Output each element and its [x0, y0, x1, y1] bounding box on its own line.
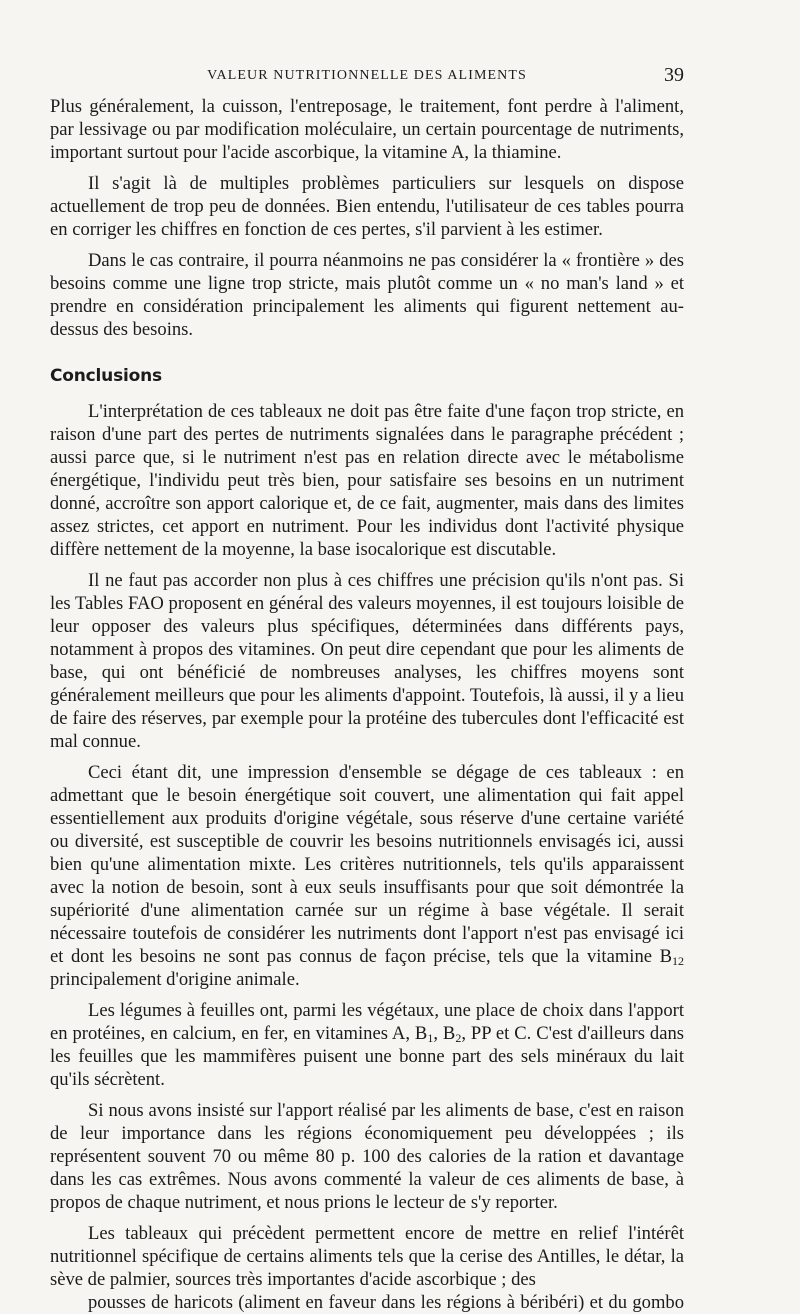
- leafy-text-a: Les légumes à feuilles ont, parmi les végétaux, une place de choix dans l'apport en protéines, en calcium, en fer, en vitamines A, B: [50, 1000, 684, 1044]
- paragraph-frontier: Dans le cas contraire, il pourra néanmoins ne pas considérer la « frontière » des besoins comme une ligne trop stricte, mais plutôt comme un « no man's land » et prendre en considération principalement les aliments qui figurent nettement au-dessus des besoins.: [50, 250, 684, 340]
- paragraph-specific-foods: [50, 1222, 684, 1314]
- subscript-b2: 2: [455, 1031, 462, 1045]
- running-head: [50, 64, 684, 90]
- overall-impression-text: Ceci étant dit, une impression d'ensemble se dégage de ces tableaux : en admettant que le besoin énergétique soit couvert, une alimentation qui fait appel essentiellement aux produits d'origine végétale, sous réserve d'une certaine variété ou diversité, est susceptible de couvrir les besoins nutritionnels envisagés ici, aussi bien qu'une alimentation mixte. Les critères nutritionnels, tels qu'ils apparaissent avec la notion de besoin, sont à eux seuls insuffisants pour que soit démontrée la supériorité d'une alimentation carnée sur un régime à base végétale. Il serait nécessaire toutefois de considérer les nutriments dont l'apport n'est pas envisagé ici et dont les besoins ne sont pas connus de façon précise, tels que la vitamine B: [50, 762, 684, 967]
- body-text: [50, 95, 684, 1314]
- specific-foods-text: Les tableaux qui précèdent permettent encore de mettre en relief l'intérêt nutritionnel spécifique de certains aliments tels que la cerise des Antilles, le détar, la sève de palmier, sources très importantes d'acide ascorbique ; des: [50, 1223, 684, 1290]
- subscript-b1: 1: [427, 1031, 434, 1045]
- paragraph-overall-impression: [50, 761, 684, 991]
- leafy-text-b: , B: [433, 1023, 456, 1044]
- section-heading-conclusions: Conclusions: [50, 366, 162, 386]
- specific-foods-continued: pousses de haricots (aliment en faveur dans les régions à béribéri) et du gombo: [88, 1292, 684, 1313]
- paragraph-precision: Il ne faut pas accorder non plus à ces chiffres une précision qu'ils n'ont pas. Si les Tables FAO proposent en général des valeurs moyennes, il est toujours loisible de leur opposer des valeurs plus spécifiques, déterminées dans différents pays, notamment à propos des vitamines. On peut dire cependant que pour les aliments de base, qui ont bénéficié de nombreuses analyses, les chiffres moyens sont généralement meilleurs que pour les aliments d'appoint. Toutefois, là aussi, il y a lieu de faire des réserves, par exemple pour la protéine des tubercules dont l'efficacité est mal connue.: [50, 570, 684, 752]
- subscript-b12: 12: [672, 954, 684, 968]
- page-number: 39: [664, 64, 684, 86]
- paragraph-leafy-vegetables: [50, 999, 684, 1091]
- paragraph-interpretation: L'interprétation de ces tableaux ne doit pas être faite d'une façon trop stricte, en raison d'une part des pertes de nutriments signalées dans le paragraphe précédent ; aussi parce que, si le nutriment n'est pas en relation directe avec le métabolisme énergétique, l'individu peut très bien, pour satisfaire ses besoins en un nutriment donné, accroître son apport calorique et, de ce fait, augmenter, mais dans des limites assez strictes, cet apport en nutriment. Pour les individus dont l'activité physique diffère nettement de la moyenne, la base isocalorique est discutable.: [50, 401, 684, 560]
- paragraph-staple-foods: Si nous avons insisté sur l'apport réalisé par les aliments de base, c'est en raison de leur importance dans les régions économiquement peu développées ; ils représentent souvent 70 ou même 80 p. 100 des calories de la ration et davantage dans les cas extrêmes. Nous avons commenté la valeur de ces aliments de base, à propos de chaque nutriment, et nous prions le lecteur de s'y reporter.: [50, 1100, 684, 1213]
- paragraph-cooking-losses: Plus généralement, la cuisson, l'entreposage, le traitement, font perdre à l'aliment, par lessivage ou par modification moléculaire, un certain pourcentage de nutriments, important surtout pour l'acide ascorbique, la vitamine A, la thiamine.: [50, 96, 684, 163]
- paragraph-multiple-problems: Il s'agit là de multiples problèmes particuliers sur lesquels on dispose actuellement de trop peu de données. Bien entendu, l'utilisateur de ces tables pourra en corriger les chiffres en fonction de ces pertes, s'il parvient à les estimer.: [50, 173, 684, 240]
- leafy-text-c: , PP et C. C'est d'ailleurs dans les feuilles que les mammifères puisent une bonne part des sels minéraux du lait qu'ils sécrètent.: [50, 1023, 684, 1090]
- overall-impression-end: principalement d'origine animale.: [50, 969, 300, 990]
- running-title: VALEUR NUTRITIONNELLE DES ALIMENTS: [207, 68, 527, 83]
